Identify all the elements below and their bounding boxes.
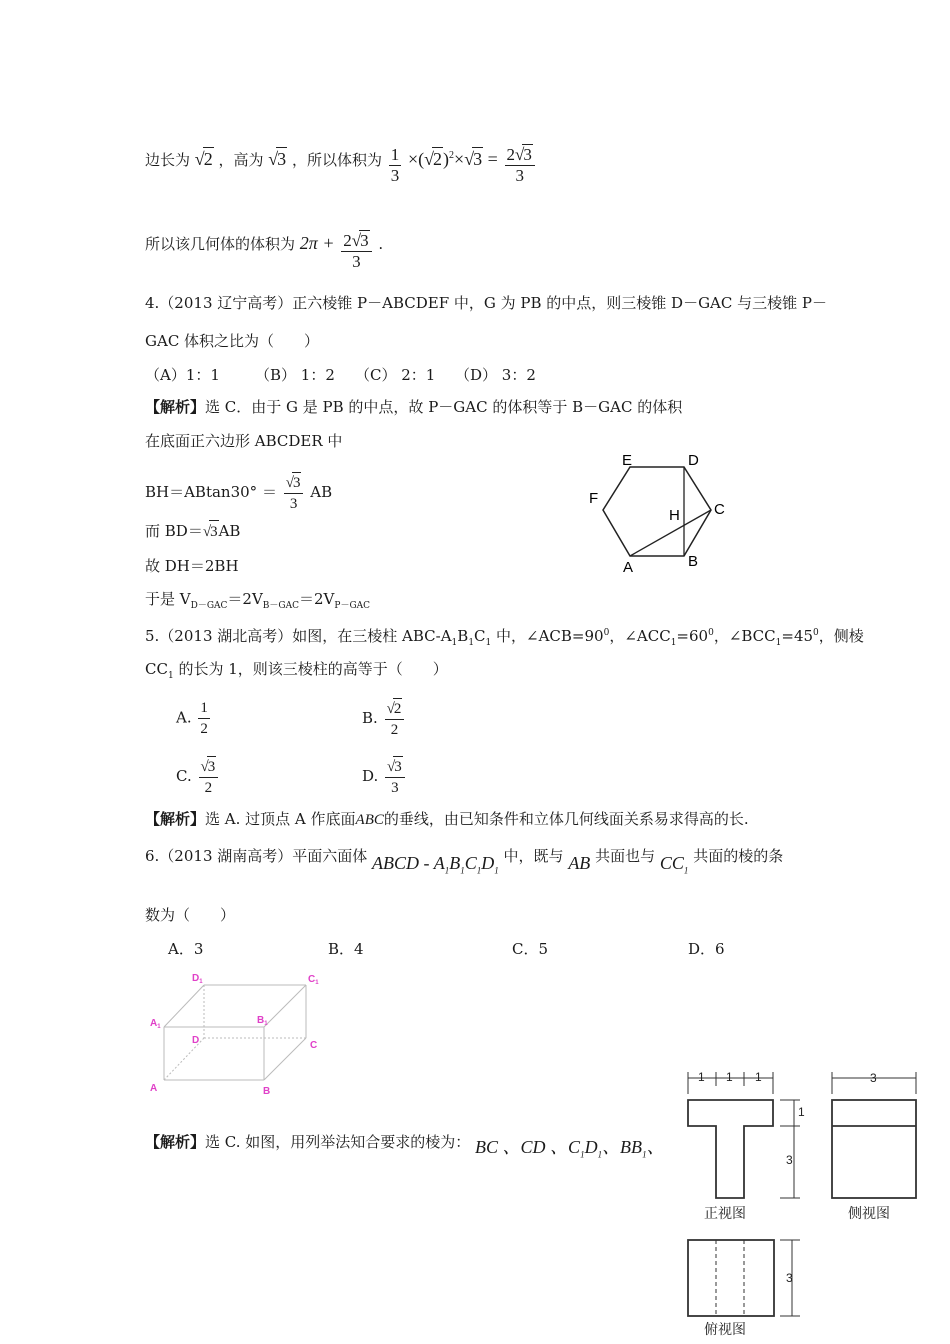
subscript: 1 [485,638,492,648]
numerator: 2√3 [341,230,371,252]
text: B [457,627,469,645]
answer-tag: 【解析】 [145,398,206,416]
label-h: H [669,507,680,524]
text: C [474,627,486,645]
text: AB [310,483,333,501]
text: AB [218,522,241,540]
fraction [284,472,304,514]
q5-stem-1 [145,622,864,654]
numerator: 1 [390,144,400,164]
radicand: 3 [473,149,483,169]
top-view-label: 俯视图 [704,1321,746,1337]
option-c: C．5 [512,940,549,958]
three-views-figure [676,1066,946,1342]
sqrt-3: √3 [268,149,287,169]
text: 而 BD＝ [145,522,203,540]
numerator: 1 [198,698,210,719]
subscript: D－GAC [190,601,228,611]
front-view-shape [688,1100,773,1198]
dim-label: 3 [786,1271,793,1285]
dim-label: 1 [798,1105,805,1119]
side-view-label: 侧视图 [848,1205,890,1221]
answer-tag: 【解析】 [145,810,206,828]
q5-option-d [362,756,407,798]
q4-line-2: 在底面正六边形 ABCDER 中 [145,432,343,450]
dim-label: 3 [870,1071,877,1085]
dim-label: 3 [786,1153,793,1167]
math-part: C [464,853,477,873]
edge-bc [264,1038,306,1080]
denominator: 3 [390,165,400,185]
subscript: 1 [597,1149,603,1160]
numerator: √3 [199,756,219,778]
numerator: √2 [385,698,405,720]
q4-line-4 [145,520,240,543]
text: CC [145,660,168,678]
q4-line-5: 故 DH＝2BH [145,557,239,575]
option-a: （A）1：1 [145,366,220,384]
option-c-label: C. [176,767,192,785]
q4-line-6 [145,588,370,617]
label-b1: $B_1$ [257,1015,268,1027]
q6-options [168,938,725,960]
text: 的长为 1，则该三棱柱的高等于（ ） [173,660,448,678]
option-a-label: A. [176,708,192,727]
edge-list [475,1137,665,1160]
math-part: ABCD - A [372,853,445,873]
side-view-rect [832,1100,916,1198]
sqrt-3: √3 [203,524,219,540]
option-d: D．6 [688,940,725,958]
dim-label: 1 [698,1070,705,1084]
denominator: 2 [390,722,399,738]
option-c-fraction [199,756,219,798]
q6-answer [145,1130,665,1160]
radicand: 3 [360,231,369,250]
text: =45 [781,627,814,645]
subscript: 1 [580,1149,585,1160]
label-a1: $A_1$ [150,1018,161,1030]
subscript: 1 [468,638,475,648]
radicand: 2 [433,149,443,169]
subscript: 1 [451,638,458,648]
radicand: 2 [203,149,213,169]
math-part: CC [659,853,684,873]
label-c: C [714,501,725,518]
top-view-rect [688,1240,774,1316]
text: ，高为 [218,151,264,169]
q5-options-ab [176,698,212,739]
hexagon-figure [580,448,740,578]
option-d: （D） 3：2 [455,366,536,384]
text: BH＝ABtan30° ＝ [145,483,277,501]
option-d-label: D. [362,767,379,785]
edge-b1c1 [264,985,306,1027]
label-a: A [150,1083,158,1094]
option-a: A．3 [168,940,204,958]
text: 6.（2013 湖南高考）平面六面体 [145,847,368,865]
text: ，∠BCC [713,627,776,645]
subscript: 1 [494,865,499,876]
denominator: 3 [391,780,399,796]
subscript: 1 [444,865,450,876]
times-sign: $\times(√2)^2\times√3$ = [408,149,498,169]
label-a: A [623,559,634,576]
q5-answer [145,808,749,831]
denominator: 2 [200,721,208,737]
label-d: D [688,452,699,469]
denominator: 3 [515,166,524,185]
edges: 、BB [602,1137,643,1157]
math-part: B [449,853,461,873]
q4-line-3 [145,472,332,514]
text: ，∠ACC [609,627,671,645]
volume-line-2 [145,224,384,271]
text: 中，∠ACB=90 [491,627,604,645]
answer-text: 选 C．由于 G 是 PB 的中点，故 P－GAC 的体积等于 B－GAC 的体积 [205,398,683,416]
sqrt-2: √2 [194,149,213,169]
subscript: 1 [476,865,482,876]
text: 中，既与 [503,847,564,865]
label-b: B [263,1086,271,1097]
option-a-fraction [198,698,210,739]
text: ＝2V [299,590,335,608]
edges: D [584,1137,598,1157]
label-d1: $D_1$ [192,973,203,985]
q5-stem-2 [145,658,448,687]
label-d: D [192,1035,200,1046]
subscript: 1 [167,671,174,681]
q4-answer [145,396,682,418]
coef: 2 [343,231,352,250]
label-e: E [622,452,633,469]
option-b: （B） 1：2 [255,366,335,384]
math-part: D [481,853,495,873]
numerator: √3 [385,756,405,778]
radicand: 3 [523,145,532,164]
q4-options [145,364,536,386]
option-d-fraction [385,756,405,798]
text: ，侧棱 [818,627,864,645]
q4-stem-1: 4.（2013 辽宁高考）正六棱锥 P－ABCDEF 中，G 为 PB 的中点，则三棱锥 D－GAC 与三棱锥 P－ [145,294,827,312]
math-abc: ABC [355,812,384,828]
radicand: 3 [209,520,219,543]
q5-option-c [176,756,220,798]
subscript: 1 [460,865,465,876]
q4-stem-2: GAC 体积之比为（ ） [145,332,320,350]
label-b: B [688,553,699,570]
text: 5.（2013 湖北高考）如图，在三棱柱 ABC-A [145,627,452,645]
option-b-label: B. [362,709,378,727]
edges: BC 、CD 、C [475,1137,581,1157]
option-c: （C） 2：1 [355,366,436,384]
edge-a1d1 [164,985,204,1027]
radicand: 3 [393,756,403,777]
radicand: 3 [207,756,217,777]
subscript: 1 [642,1149,647,1160]
box-figure [146,970,336,1100]
numerator: √3 [284,472,304,494]
fraction [341,230,371,272]
math-cc1 [659,853,689,876]
superscript: 0 [603,628,610,638]
text: 选 A. 过顶点 A 作底面 [205,810,356,828]
answer-text: 选 C. 如图，用列举法知合要求的棱为： [205,1133,471,1151]
text: 边长为 [145,151,191,169]
coef: 2 [506,145,516,164]
text: ，所以体积为 [291,151,382,169]
text: 共面的棱的条 [693,847,784,865]
radicand: 3 [277,149,287,169]
denominator: 3 [289,496,298,512]
hexagon-outline [603,467,711,556]
front-view-label: 正视图 [704,1205,746,1221]
label-f: F [589,490,599,507]
math-hexahedron [372,853,499,876]
label-c1: $C_1$ [308,974,319,986]
radicand: 2 [393,698,403,719]
subscript: 1 [683,865,689,876]
denominator: 3 [352,252,361,271]
volume-line-1 [145,140,537,185]
subscript: 1 [775,638,782,648]
text: 所以该几何体的体积为 [145,235,296,253]
label-c: C [310,1040,318,1051]
edges: 、 [646,1137,665,1157]
answer-tag: 【解析】 [145,1133,206,1151]
q6-stem-1 [145,844,783,874]
q6-stem-2: 数为（ ） [145,906,236,924]
dim-label: 1 [755,1070,762,1084]
two-pi: 2π + [299,233,335,253]
dim-label: 1 [726,1070,733,1084]
subscript: 1 [670,638,677,648]
superscript: 0 [813,628,819,638]
text: 共面也与 [595,847,656,865]
subscript: B－GAC [262,601,299,611]
subscript: P－GAC [334,601,371,611]
fraction-one-third [389,145,402,186]
period: . [378,235,384,253]
radicand: 3 [292,472,302,493]
q5-option-b [362,698,406,740]
denominator: 2 [204,780,213,796]
option-b: B．4 [328,940,364,958]
numerator: 2√3 [505,144,535,166]
text: ＝2V [227,590,263,608]
text: 于是 V [145,590,191,608]
superscript: 0 [708,628,714,638]
text: 的垂线，由已知条件和立体几何线面关系易求得高的长. [383,810,749,828]
fraction-result [505,144,535,186]
option-b-fraction [385,698,405,740]
exponent: 2 [449,150,455,161]
text: =60 [676,627,709,645]
math-ab: AB [568,853,591,873]
